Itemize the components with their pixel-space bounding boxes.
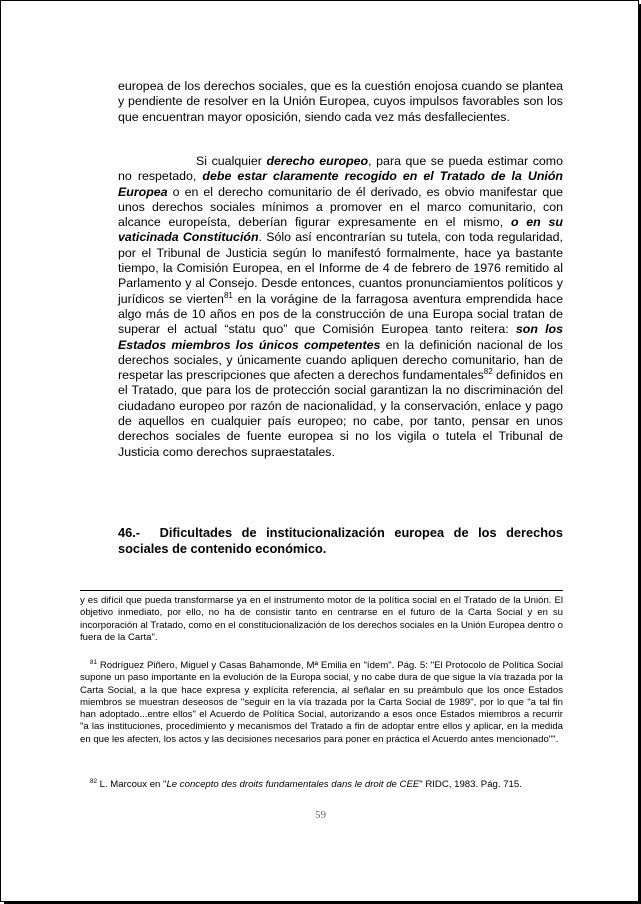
footnote-continuation: y es difícil que pueda transformarse ya en el instrumento motor de la política social en el Tratado de la Unión. El objetivo inmediato, por ello, no ha de consistir tanto en centrarse en el futuro de la Carta Social y en su incorporación al Tratado, como en el constitucionalización de los derechos sociales en la Unión Europea dentro o fuera de la Carta". — [80, 595, 563, 643]
section-number: 46.- — [118, 525, 141, 540]
footnote-cited-title: Le concepto des droits fundamentales dans le droit de CEE — [166, 779, 420, 790]
paragraph-text: definidos en el Tratado, que para los de protección social garantizan la no discriminación del ciudadano europeo por razón de nacionalidad, y la conservación, enlace y pago de aquellos en cualquier país europeo; no cabe, por tanto, pensar en unos derechos sociales de fuente europea si no los vigila o tutela el Tribunal de Justicia como derechos supraestatales. — [118, 368, 563, 459]
footnote-mark-82: 82 — [90, 777, 97, 785]
emphasis-estados-miembros: son los Estados miembros los únicos competentes — [118, 322, 564, 352]
paragraph-intro: europea de los derechos sociales, que es la cuestión enojosa cuando se plantea y pendiente de resolver en la Unión Europea, cuyos impulsos favorables son los que encuentran mayor oposición, siendo cada vez más desfallecientes. — [118, 79, 563, 124]
section-title: Dificultades de institucionalización europea de los derechos sociales de contenido económico. — [118, 525, 563, 556]
footnote-ref-82[interactable]: 82 — [483, 367, 493, 377]
emphasis-tratado: debe estar claramente recogido en el Tratado de la Unión Europea — [118, 169, 563, 199]
paragraph-text: . Sólo así encontrarían su tutela, con toda regularidad, por el Tribunal de Justicia según lo manifestó formalmente, hace ya bastante tiempo, la Comisión Europea, en el Informe de 4 de febrero de 1976 remitido al Parlamento y al Consejo. Desde entonces, cuantos pronunciamientos políticos y jurídicos se vierten — [118, 230, 563, 306]
paragraph-text: o en el derecho comunitario de él derivado, es obvio manifestar que unos derechos sociales mínimos a promover en el marco comunitario, con alcance europeísta, deberían figurar expresamente en el mismo, — [118, 184, 563, 230]
emphasis-constitucion: o en su vaticinada Constitución — [118, 215, 564, 245]
paragraph-text: Si cualquier — [196, 154, 267, 168]
footnote-82 — [80, 779, 563, 791]
footnote-mark-81: 81 — [90, 658, 97, 666]
paragraph-text: en la definición nacional de los derechos sociales, y únicamente cuando apliquen derecho comunitario, han de respetar las prescripciones que afecten a derechos fundamentales — [118, 337, 563, 383]
footnote-text: Rodríguez Piñero, Miguel y Casas Bahamonde, Mª Emilia en "ídem". Pág. 5: "El Protocolo de Política Social supone un paso importante en la evolución de la Europa social, y no cabe dura de que sigue la vía trazada por la Carta Social, a la que hace expresa y explícita referencia, al señalar en su preámbulo que los once Estados miembros se muestran deseosos de "seguir en la vía trazada por la Carta Social de 1989", por lo que "a tal fin han adoptado...entre ellos" el Acuerdo de Política Social, autorizando a esos once Estados miembros a recurrir "a las instituciones, procedimiento y mecanismos del Tratado a fin de adoptar entre ellos y aplicar, en la medida en que les afecten, los actos y las decisiones necesarios para poner en práctica el Acuerdo antes mencionado"". — [80, 660, 563, 745]
footnote-text: " RIDC, 1983. Pág. 715. — [419, 779, 522, 790]
paragraph-text: en la vorágine de la farragosa aventura emprendida hace algo más de 10 años en pos de la construcción de una Europa social tratan de superar el actual “statu quo” que Comisión Europea tanto reitera: — [118, 291, 563, 337]
footnote-ref-81[interactable]: 81 — [223, 290, 233, 300]
footnote-text: L. Marcoux en " — [96, 779, 167, 790]
emphasis-derecho-europeo: derecho europeo — [266, 154, 369, 168]
footnote-separator — [80, 590, 563, 591]
paragraph-main — [118, 154, 563, 460]
paragraph-text: , para que se pueda estimar como no respetado, — [118, 154, 563, 184]
section-heading — [118, 525, 563, 556]
page-number: 59 — [315, 809, 326, 821]
footnote-81 — [80, 660, 563, 746]
